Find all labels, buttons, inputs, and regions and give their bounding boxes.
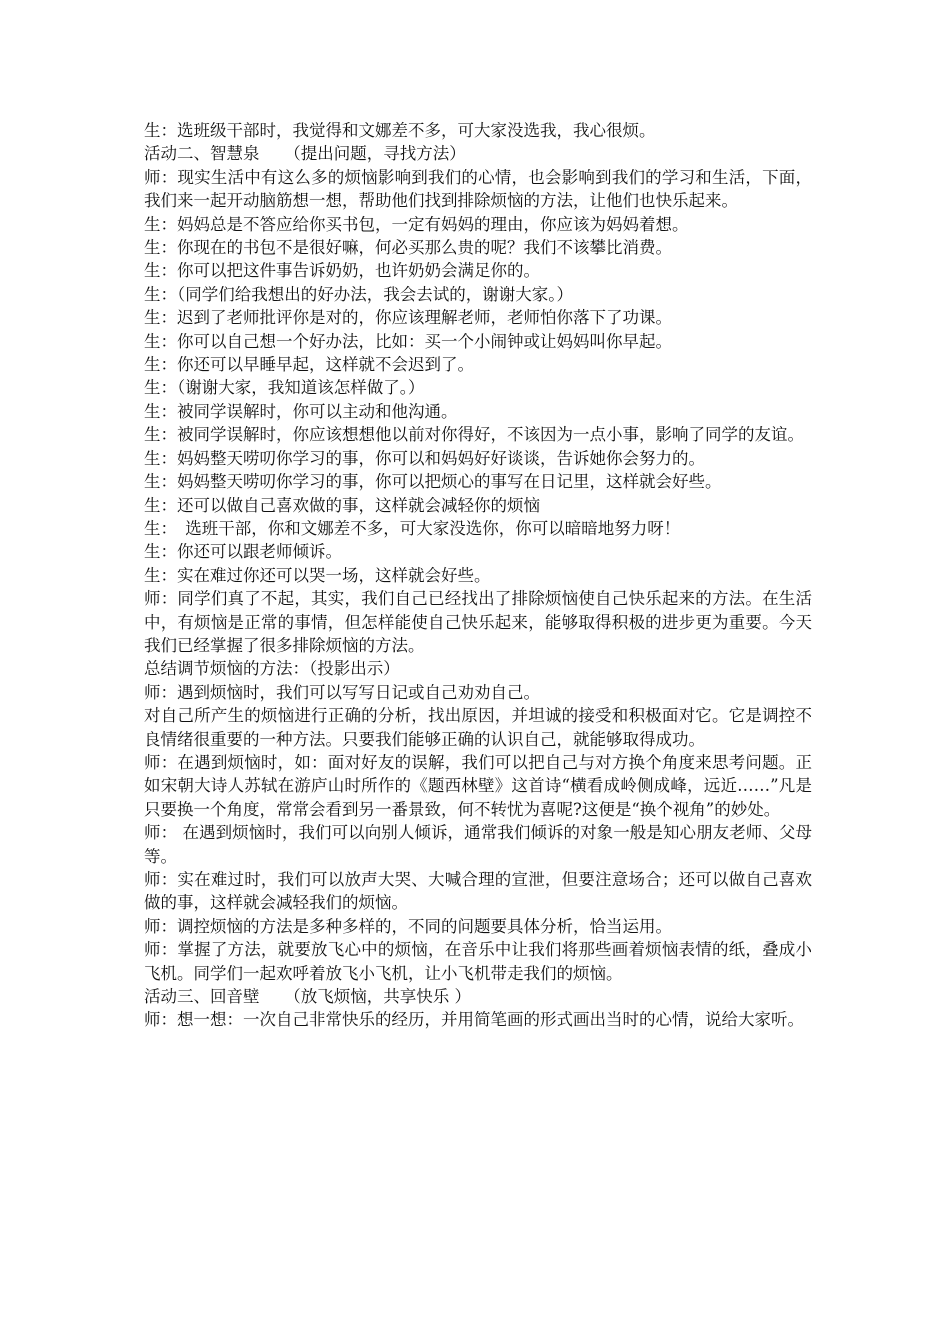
heading-summary-methods: 总结调节烦恼的方法：（投影出示） xyxy=(144,659,400,679)
document-body xyxy=(144,119,812,1032)
line-student-late-3: 生：你还可以早睡早起，这样就不会迟到了。 xyxy=(144,355,474,375)
line-teacher-praise: 师：同学们真了不起，其实，我们自己已经找出了排除烦恼使自己快乐起来的方法。在生活中，有烦恼是正常的事情，但怎样能使自己快乐起来，能够取得积极的进步更为重要。今天我们已经掌握了很多排除烦恼的方法。 xyxy=(144,589,812,655)
line-student-thanks-2: 生：（谢谢大家，我知道该怎样做了。） xyxy=(144,378,425,398)
line-teacher-vent: 师：实在难过时，我们可以放声大哭、大喊合理的宣泄，但要注意场合；还可以做自己喜欢做的事，这样就会减轻我们的烦恼。 xyxy=(144,870,812,913)
line-teacher-various-methods: 师：调控烦恼的方法是多种多样的，不同的问题要具体分析，恰当运用。 xyxy=(144,916,672,936)
line-student-schoolbag-1: 生：妈妈总是不答应给你买书包，一定有妈妈的理由，你应该为妈妈着想。 xyxy=(144,214,689,234)
line-teacher-diary: 师：遇到烦恼时，我们可以写写日记或自己劝劝自己。 xyxy=(144,682,540,702)
line-teacher-intro: 师：现实生活中有这么多的烦恼影响到我们的心情，也会影响到我们的学习和生活，下面，我们来一起开动脑筋想一想，帮助他们找到排除烦恼的方法，让他们也快乐起来。 xyxy=(144,167,812,211)
line-student-class-election: 生：选班级干部时，我觉得和文娜差不多，可大家没选我，我心很烦。 xyxy=(144,121,656,140)
line-student-late-1: 生：迟到了老师批评你是对的，你应该理解老师，老师怕你落下了功课。 xyxy=(144,308,672,328)
line-student-nagging-1: 生：妈妈整天唠叨你学习的事，你可以和妈妈好好谈谈，告诉她你会努力的。 xyxy=(144,448,705,468)
line-teacher-confide: 师： 在遇到烦恼时，我们可以向别人倾诉，通常我们倾诉的对象一般是知心朋友老师、父母等。 xyxy=(144,823,812,866)
line-teacher-happy-drawing: 师：想一想：一次自己非常快乐的经历，并用简笔画的形式画出当时的心情，说给大家听。 xyxy=(144,1010,804,1030)
line-student-misunderstood-1: 生：被同学误解时，你可以主动和他沟通。 xyxy=(144,401,458,421)
line-student-hobby: 生：还可以做自己喜欢做的事，这样就会减轻你的烦恼 xyxy=(144,495,540,515)
line-student-confide: 生：你还可以跟老师倾诉。 xyxy=(144,542,342,562)
line-student-thanks-1: 生：（同学们给我想出的好办法，我会去试的，谢谢大家。） xyxy=(144,284,573,304)
line-teacher-perspective: 师：在遇到烦恼时，如：面对好友的误解，我们可以把自己与对方换个角度来思考问题。正如宋朝大诗人苏轼在游庐山时所作的《题西林壁》这首诗“横看成岭侧成峰，远近……”凡是只要换一个角度，常常会看到另一番景致，何不转忧为喜呢?这便是“换个视角”的妙处。 xyxy=(144,752,812,819)
line-student-misunderstood-2: 生：被同学误解时，你应该想想他以前对你得好，不该因为一点小事，影响了同学的友谊。 xyxy=(144,425,804,445)
line-student-schoolbag-3: 生：你可以把这件事告诉奶奶，也许奶奶会满足你的。 xyxy=(144,261,540,281)
line-student-late-2: 生：你可以自己想一个好办法，比如：买一个小闹钟或让妈妈叫你早起。 xyxy=(144,331,672,351)
line-analysis: 对自己所产生的烦恼进行正确的分析，找出原因，并坦诚的接受和积极面对它。它是调控不良情绪很重要的一种方法。只要我们能够正确的认识自己，就能够取得成功。 xyxy=(144,706,812,749)
line-student-election-advice: 生： 选班干部，你和文娜差不多，可大家没选你，你可以暗暗地努力呀！ xyxy=(144,518,681,538)
line-teacher-paper-planes: 师：掌握了方法，就要放飞心中的烦恼，在音乐中让我们将那些画着烦恼表情的纸，叠成小飞机。同学们一起欢呼着放飞小飞机，让小飞机带走我们的烦恼。 xyxy=(144,940,812,983)
line-student-nagging-2: 生：妈妈整天唠叨你学习的事，你可以把烦心的事写在日记里，这样就会好些。 xyxy=(144,472,722,492)
heading-activity-three: 活动三、回音壁 （放飞烦恼，共享快乐 ） xyxy=(144,987,471,1007)
line-student-schoolbag-2: 生：你现在的书包不是很好嘛，何必买那么贵的呢？我们不该攀比消费。 xyxy=(144,238,672,258)
heading-activity-two: 活动二、智慧泉 （提出问题，寻找方法） xyxy=(144,144,466,164)
line-student-cry: 生：实在难过你还可以哭一场，这样就会好些。 xyxy=(144,565,491,585)
